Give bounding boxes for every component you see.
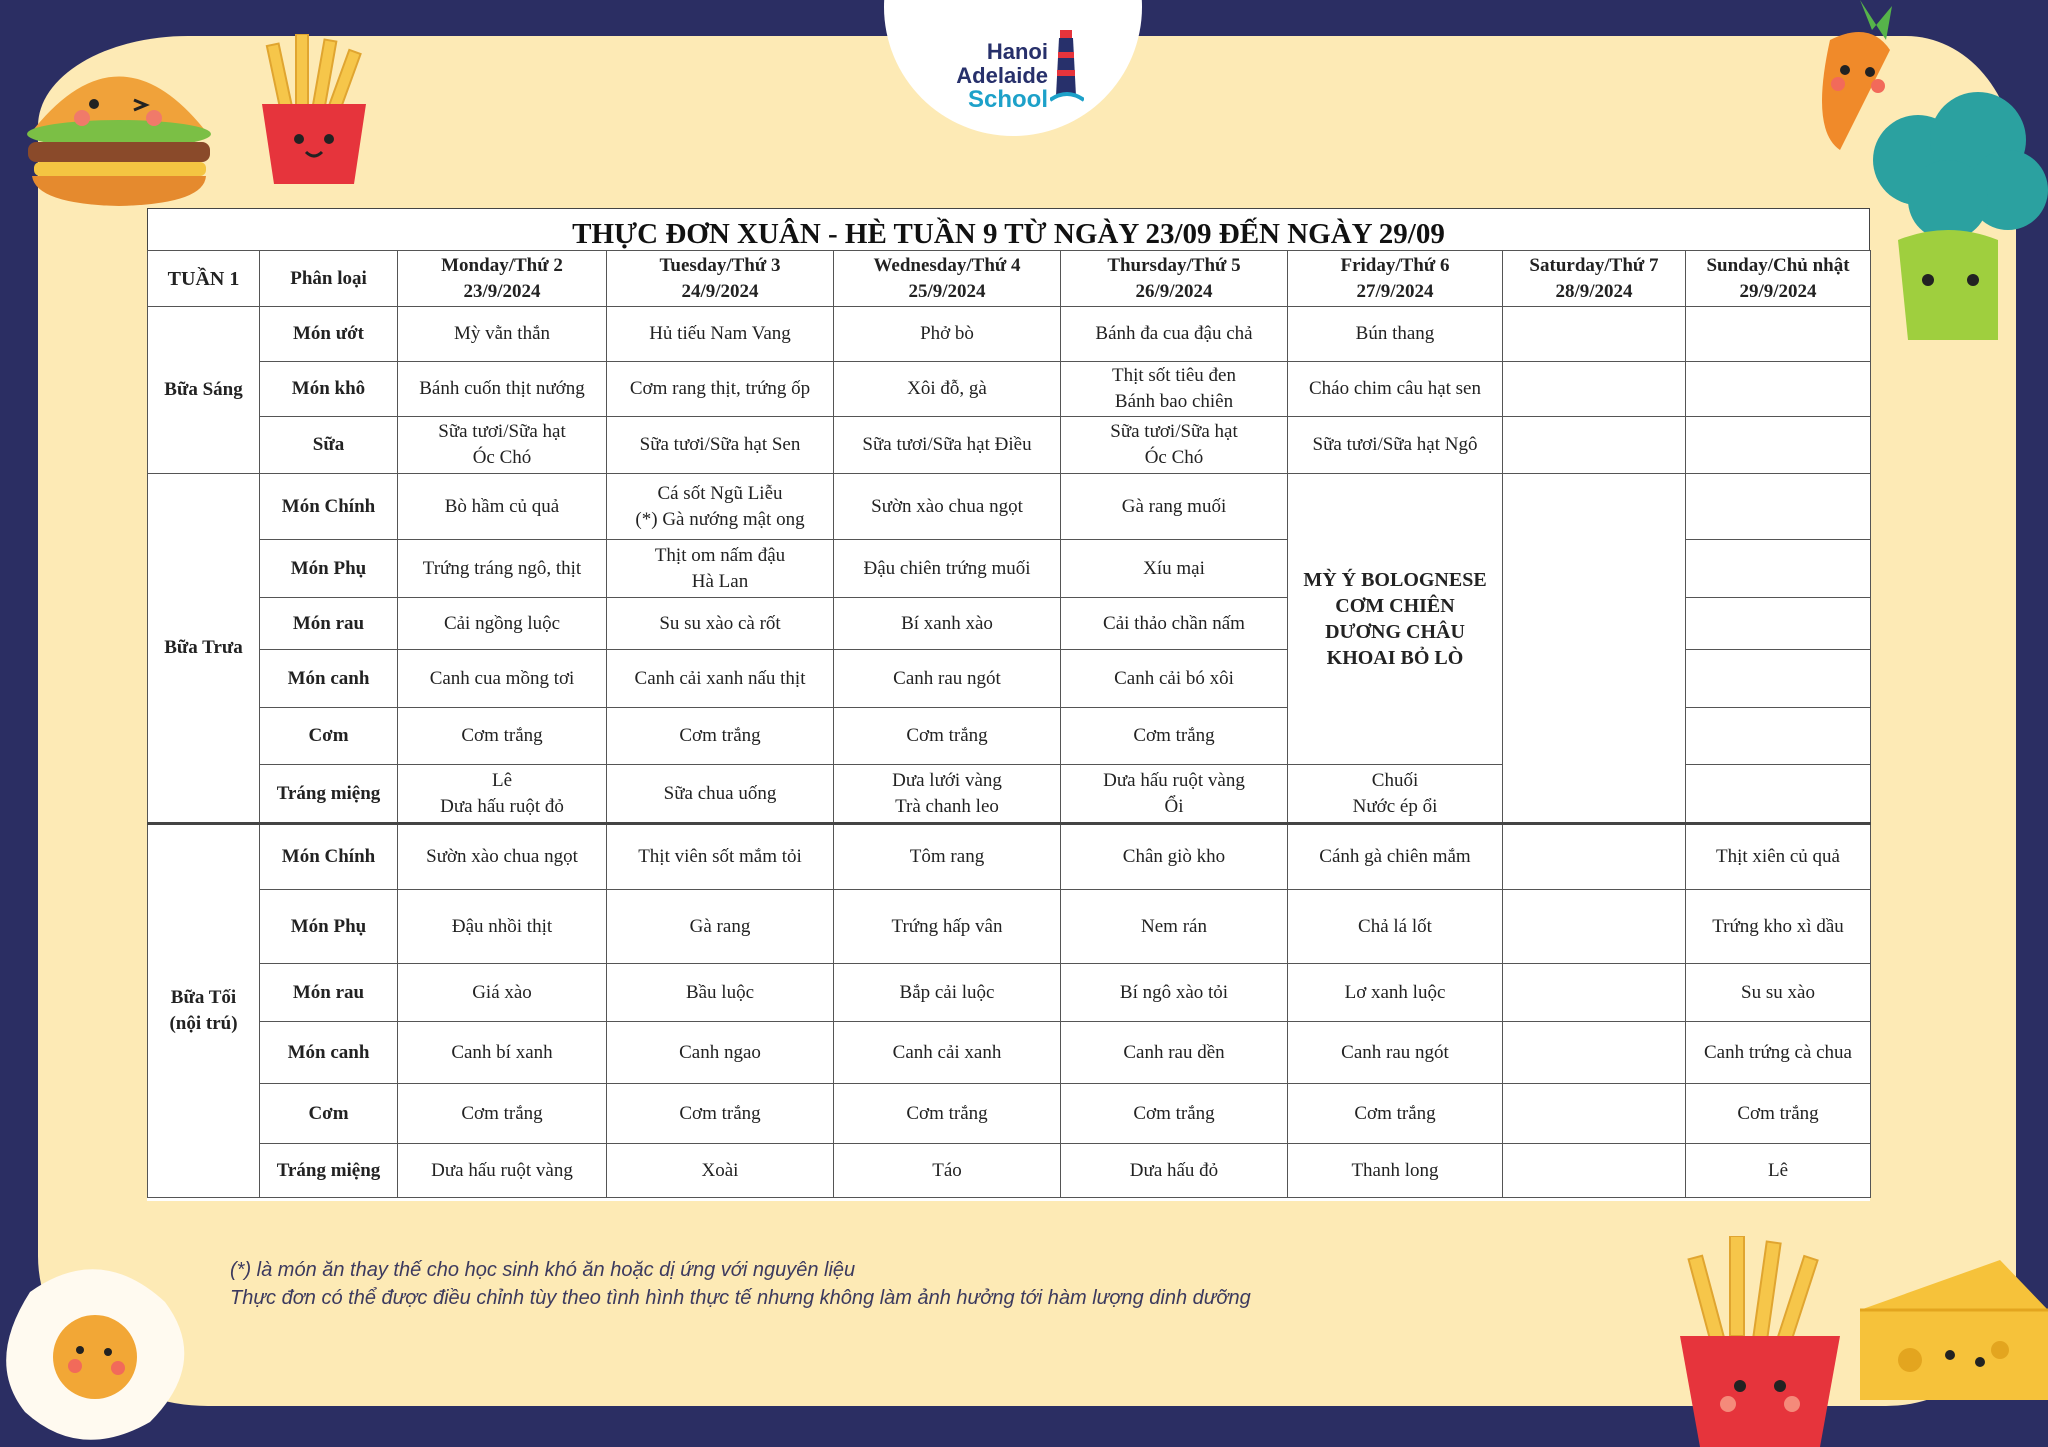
category-cell: Món Chính	[260, 824, 398, 890]
dish-cell	[607, 890, 834, 964]
dish-line: Xoài	[701, 1159, 739, 1181]
dish-cell	[607, 474, 834, 540]
egg-icon	[0, 1252, 200, 1447]
dish-cell	[1503, 362, 1686, 417]
category-cell: Món khô	[260, 362, 398, 417]
dish-cell	[398, 474, 607, 540]
week-header: TUẦN 1	[148, 251, 260, 307]
dish-cell	[398, 964, 607, 1022]
dish-cell	[607, 964, 834, 1022]
dish-line: Gà rang muối	[1121, 495, 1227, 517]
day-name: Tuesday/Thứ 3	[659, 254, 781, 276]
dish-line: Sữa tươi/Sữa hạt Sen	[639, 434, 801, 455]
dish-cell	[834, 362, 1061, 417]
logo-line-3: School	[967, 86, 1048, 113]
dish-line: Dưa hấu ruột đỏ	[440, 795, 564, 817]
dish-cell	[1503, 824, 1686, 890]
dish-line: Canh cải xanh nấu thịt	[634, 667, 806, 689]
dish-line: Sữa tươi/Sữa hạt Điều	[862, 434, 1032, 455]
dish-cell	[1061, 824, 1288, 890]
dish-cell	[398, 540, 607, 598]
dish-line: Cơm trắng	[906, 1102, 988, 1124]
dish-cell	[834, 1144, 1061, 1198]
dish-cell	[1503, 890, 1686, 964]
dish-line: Su su xào cà rốt	[659, 612, 781, 634]
dish-cell	[1288, 307, 1503, 362]
dish-line: Óc Chó	[1144, 447, 1204, 468]
dish-cell	[1686, 417, 1871, 474]
empty-cell	[1686, 540, 1871, 598]
dish-cell	[1061, 474, 1288, 540]
day-name: Monday/Thứ 2	[441, 254, 563, 276]
dish-line: Thanh long	[1351, 1159, 1439, 1181]
dish-cell	[1503, 417, 1686, 474]
dish-line: Xíu mại	[1143, 557, 1205, 579]
dish-cell	[607, 708, 834, 765]
logo-line-1: Hanoi	[986, 39, 1048, 64]
dish-line: Cơm trắng	[1133, 725, 1215, 746]
day-header	[1503, 251, 1686, 307]
dish-cell	[834, 890, 1061, 964]
dish-line: Dưa hấu ruột vàng	[1103, 769, 1245, 791]
category-cell: Cơm	[260, 1084, 398, 1144]
dish-line: Canh bí xanh	[451, 1041, 553, 1063]
dish-line: Sữa tươi/Sữa hạt	[438, 421, 566, 442]
category-cell: Món Phụ	[260, 890, 398, 964]
dish-line: Giá xào	[472, 981, 532, 1003]
dish-line: Trà chanh leo	[895, 795, 999, 817]
dish-line: Bún thang	[1355, 323, 1435, 344]
dish-cell	[607, 765, 834, 824]
day-header	[398, 251, 607, 307]
dish-cell	[1503, 307, 1686, 362]
day-header	[607, 251, 834, 307]
fries-icon	[244, 34, 384, 194]
dish-cell	[834, 765, 1061, 824]
fries-box-icon	[1660, 1236, 1860, 1447]
dish-cell	[398, 417, 607, 474]
dish-cell	[607, 1084, 834, 1144]
dish-cell	[1288, 362, 1503, 417]
dish-line: Xôi đỗ, gà	[907, 378, 987, 399]
day-name: Sunday/Chủ nhật	[1706, 254, 1850, 276]
dish-line: Bánh cuốn thịt nướng	[419, 378, 585, 399]
dish-cell	[1686, 1022, 1871, 1084]
dish-cell	[1503, 1084, 1686, 1144]
dish-line: Bầu luộc	[685, 981, 755, 1003]
special-line: KHOAI BỎ LÒ	[1326, 647, 1464, 669]
dish-line: Sữa tươi/Sữa hạt Ngô	[1312, 434, 1478, 455]
dish-line: Cơm trắng	[461, 1102, 543, 1124]
lighthouse-icon	[1050, 26, 1084, 106]
menu-title: THỰC ĐƠN XUÂN - HÈ TUẦN 9 TỪ NGÀY 23/09 ĐẾN NGÀY 29/09	[147, 208, 1870, 250]
dish-cell	[834, 1084, 1061, 1144]
category-cell: Món canh	[260, 1022, 398, 1084]
day-date: 23/9/2024	[463, 280, 541, 302]
dish-line: Canh rau ngót	[893, 667, 1001, 689]
day-name: Wednesday/Thứ 4	[873, 254, 1021, 276]
dish-line: Bí ngô xào tỏi	[1119, 981, 1229, 1003]
dish-cell	[1686, 1144, 1871, 1198]
dish-line: Nước ép ổi	[1352, 795, 1438, 817]
dish-line: Canh rau ngót	[1341, 1041, 1449, 1063]
day-header	[1686, 251, 1871, 307]
dish-cell	[607, 417, 834, 474]
dish-line: Cơm trắng	[679, 1102, 761, 1124]
category-header: Phân loại	[260, 251, 398, 307]
dish-line: Lê	[1767, 1159, 1789, 1181]
dish-line: Cháo chim câu hạt sen	[1308, 378, 1481, 399]
dish-cell	[834, 964, 1061, 1022]
dish-cell	[607, 1144, 834, 1198]
dish-line: Chân giò kho	[1122, 846, 1226, 867]
dish-line: Thịt om nấm đậu	[654, 544, 786, 566]
dish-line: Cơm trắng	[1737, 1102, 1819, 1124]
dish-cell	[1288, 964, 1503, 1022]
dish-cell	[1288, 824, 1503, 890]
note-substitute: (*) là món ăn thay thế cho học sinh khó ăn hoặc dị ứng với nguyên liệu	[230, 1259, 856, 1281]
dish-cell	[1061, 765, 1288, 824]
dish-cell	[1288, 765, 1503, 824]
dish-cell	[398, 1022, 607, 1084]
dish-cell	[398, 708, 607, 765]
dish-cell	[1061, 964, 1288, 1022]
dish-cell	[1061, 1084, 1288, 1144]
meal-dinner-sub: (nội trú)	[169, 1013, 238, 1034]
dish-cell	[1686, 964, 1871, 1022]
category-cell: Món Phụ	[260, 540, 398, 598]
empty-cell	[1686, 650, 1871, 708]
dish-line: Mỳ vằn thắn	[453, 323, 551, 344]
dish-line: Phở bò	[920, 323, 974, 344]
dish-line: Tôm rang	[909, 846, 985, 867]
dish-line: Cơm trắng	[461, 725, 543, 746]
dish-line: Canh ngao	[679, 1041, 761, 1063]
dish-line: Đậu nhồi thịt	[451, 915, 553, 937]
category-cell: Món ướt	[260, 307, 398, 362]
dish-line: Nem rán	[1141, 915, 1207, 937]
dish-line: Trứng kho xì dầu	[1712, 915, 1844, 937]
dish-line: Gà rang	[689, 915, 751, 937]
dish-cell	[1503, 1144, 1686, 1198]
dish-cell	[1288, 1084, 1503, 1144]
day-date: 29/9/2024	[1739, 280, 1817, 302]
dish-line: Dưa lưới vàng	[892, 769, 1002, 791]
category-cell: Sữa	[260, 417, 398, 474]
dish-cell	[607, 362, 834, 417]
dish-cell	[1061, 307, 1288, 362]
dish-line: Canh trứng cà chua	[1704, 1041, 1852, 1063]
dish-cell	[834, 650, 1061, 708]
dish-line: Cải thảo chần nấm	[1103, 612, 1245, 634]
day-date: 28/9/2024	[1555, 280, 1633, 302]
dish-line: Bánh đa cua đậu chả	[1095, 323, 1253, 344]
dish-line: Bí xanh xào	[901, 612, 993, 634]
dish-line: Canh cải bó xôi	[1114, 667, 1234, 689]
dish-cell	[607, 824, 834, 890]
category-cell: Cơm	[260, 708, 398, 765]
dish-line: Sữa chua uống	[663, 782, 777, 804]
dish-cell	[834, 598, 1061, 650]
dish-line: Thịt xiên củ quả	[1716, 846, 1840, 867]
dish-line: Dưa hấu ruột vàng	[431, 1159, 573, 1181]
day-date: 24/9/2024	[681, 280, 759, 302]
dish-line: Hà Lan	[691, 570, 749, 592]
dish-cell	[398, 890, 607, 964]
category-cell: Món canh	[260, 650, 398, 708]
day-header	[1288, 251, 1503, 307]
special-line: CƠM CHIÊN	[1335, 595, 1455, 617]
day-name: Saturday/Thứ 7	[1529, 254, 1659, 276]
dish-line: Óc Chó	[472, 447, 532, 468]
dish-line: Canh cải xanh	[892, 1041, 1002, 1063]
empty-cell	[1686, 708, 1871, 765]
dish-cell	[834, 474, 1061, 540]
dish-cell	[398, 362, 607, 417]
dish-cell	[398, 765, 607, 824]
day-header	[1061, 251, 1288, 307]
dish-cell	[834, 1022, 1061, 1084]
menu-notes	[230, 1256, 1251, 1312]
dish-line: Bò hầm củ quả	[444, 495, 560, 517]
dish-cell	[1288, 1022, 1503, 1084]
meal-breakfast: Bữa Sáng	[148, 307, 260, 474]
dish-line: Đậu chiên trứng muối	[863, 557, 1031, 579]
dish-cell	[834, 540, 1061, 598]
dish-cell	[607, 1022, 834, 1084]
dish-cell	[1288, 417, 1503, 474]
dish-cell	[398, 1084, 607, 1144]
dish-cell	[1061, 650, 1288, 708]
empty-cell	[1686, 765, 1871, 824]
dish-line: Cải ngồng luộc	[443, 612, 561, 634]
cheese-icon	[1850, 1250, 2048, 1410]
day-name: Friday/Thứ 6	[1340, 254, 1450, 276]
menu-table	[147, 250, 1871, 1198]
note-adjustment: Thực đơn có thể được điều chỉnh tùy theo tình hình thực tế nhưng không làm ảnh hưởng tới hàm lượng dinh dưỡng	[230, 1287, 1251, 1309]
empty-cell	[1686, 474, 1871, 540]
dish-cell	[1061, 540, 1288, 598]
day-date: 26/9/2024	[1135, 280, 1213, 302]
dish-line: Cá sốt Ngũ Liễu	[657, 482, 783, 504]
menu-sheet	[147, 208, 1870, 1201]
dish-cell	[1686, 362, 1871, 417]
dish-cell	[1503, 964, 1686, 1022]
dish-cell	[1061, 362, 1288, 417]
dish-line: Chả lá lốt	[1358, 915, 1432, 937]
dish-line: Lê	[491, 769, 513, 791]
dish-cell	[398, 1144, 607, 1198]
dish-cell	[607, 650, 834, 708]
empty-cell	[1503, 474, 1686, 824]
dish-line: Trứng hấp vân	[891, 915, 1003, 937]
meal-lunch: Bữa Trưa	[148, 474, 260, 824]
dish-line: Cơm rang thịt, trứng ốp	[629, 378, 811, 399]
school-logo	[928, 40, 1048, 112]
day-date: 25/9/2024	[908, 280, 986, 302]
dish-line: (*) Gà nướng mật ong	[635, 508, 805, 530]
dish-cell	[1061, 417, 1288, 474]
dish-cell	[607, 598, 834, 650]
dish-line: Cơm trắng	[1133, 1102, 1215, 1124]
day-date: 27/9/2024	[1356, 280, 1434, 302]
dish-cell	[834, 708, 1061, 765]
special-line: MỲ Ý BOLOGNESE	[1303, 569, 1487, 591]
dish-cell	[398, 307, 607, 362]
special-line: DƯƠNG CHÂU	[1325, 621, 1465, 643]
dish-line: Cơm trắng	[906, 725, 988, 746]
dish-cell	[834, 307, 1061, 362]
category-cell: Món Chính	[260, 474, 398, 540]
dish-line: Cơm trắng	[1354, 1102, 1436, 1124]
dish-cell	[1503, 1022, 1686, 1084]
dish-line: Trứng tráng ngô, thịt	[422, 557, 582, 579]
meal-dinner	[148, 824, 260, 1198]
friday-lunch-special	[1288, 474, 1503, 765]
dish-line: Lơ xanh luộc	[1344, 981, 1446, 1003]
dish-cell	[1061, 1022, 1288, 1084]
dish-cell	[1061, 1144, 1288, 1198]
dish-cell	[607, 307, 834, 362]
dish-cell	[398, 598, 607, 650]
meal-dinner-label: Bữa Tối	[170, 987, 237, 1008]
logo-line-2: Adelaide	[956, 63, 1048, 88]
dish-line: Canh rau dền	[1123, 1041, 1225, 1063]
dish-cell	[1686, 1084, 1871, 1144]
dish-line: Hủ tiếu Nam Vang	[649, 323, 791, 344]
day-header	[834, 251, 1061, 307]
dish-cell	[1288, 1144, 1503, 1198]
dish-line: Bánh bao chiên	[1114, 391, 1234, 412]
dish-line: Sườn xào chua ngọt	[871, 495, 1023, 517]
category-cell: Món rau	[260, 598, 398, 650]
dish-cell	[1686, 307, 1871, 362]
empty-cell	[1686, 598, 1871, 650]
dish-cell	[1686, 890, 1871, 964]
category-cell: Tráng miệng	[260, 765, 398, 824]
dish-cell	[607, 540, 834, 598]
dish-cell	[834, 824, 1061, 890]
dish-cell	[1061, 708, 1288, 765]
dish-line: Sữa tươi/Sữa hạt	[1110, 421, 1238, 442]
dish-cell	[1288, 890, 1503, 964]
dish-cell	[1061, 598, 1288, 650]
dish-line: Sườn xào chua ngọt	[426, 846, 578, 867]
day-name: Thursday/Thứ 5	[1107, 254, 1241, 276]
dish-cell	[1686, 824, 1871, 890]
dish-cell	[1061, 890, 1288, 964]
dish-line: Canh cua mồng tơi	[429, 667, 575, 689]
dish-line: Thịt sốt tiêu đen	[1111, 365, 1236, 386]
burger-icon	[14, 34, 224, 214]
dish-cell	[834, 417, 1061, 474]
category-cell: Tráng miệng	[260, 1144, 398, 1198]
dish-line: Ổi	[1164, 795, 1184, 817]
dish-line: Thịt viên sốt mắm tỏi	[638, 846, 802, 867]
dish-line: Táo	[932, 1159, 962, 1181]
broccoli-icon	[1858, 90, 2048, 350]
dish-line: Su su xào	[1741, 981, 1815, 1003]
category-cell: Món rau	[260, 964, 398, 1022]
dish-line: Bắp cải luộc	[899, 981, 995, 1003]
dish-line: Chuối	[1371, 769, 1419, 791]
dish-line: Dưa hấu đỏ	[1129, 1159, 1219, 1181]
dish-line: Cơm trắng	[679, 725, 761, 746]
dish-line: Cánh gà chiên mắm	[1319, 846, 1471, 867]
dish-cell	[398, 824, 607, 890]
dish-cell	[398, 650, 607, 708]
